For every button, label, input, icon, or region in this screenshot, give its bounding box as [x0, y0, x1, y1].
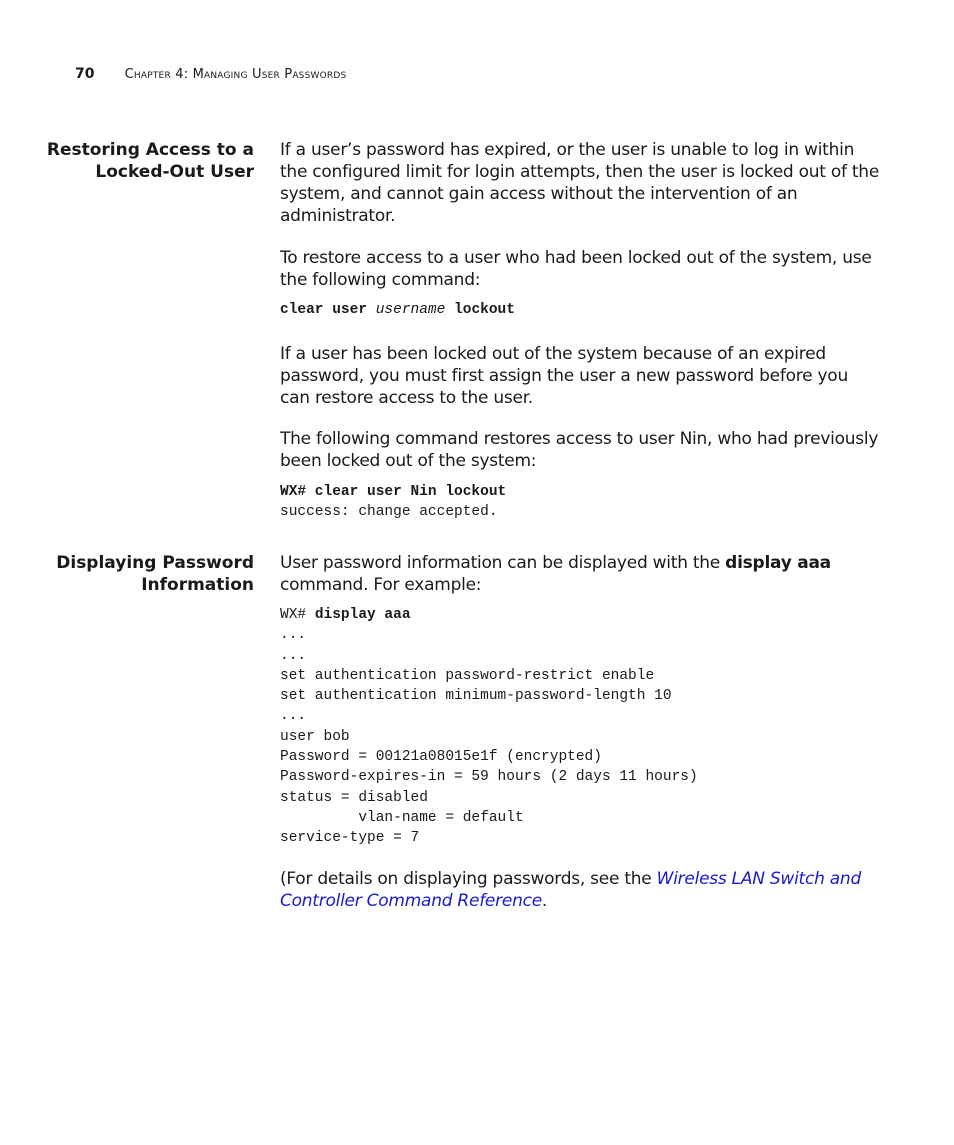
code-example-display-aaa	[280, 605, 698, 849]
paragraph-reference	[280, 868, 880, 912]
command-argument: username	[375, 302, 446, 318]
section-heading-line: Restoring Access to a	[46, 140, 254, 160]
command-keyword: clear user	[280, 302, 368, 318]
code-prompt: WX#	[280, 607, 315, 623]
running-header	[75, 66, 346, 82]
paragraph-lockout-intro: If a user’s password has expired, or the user is unable to log in within the configured limit for login attempts, then the user is locked out of the system, and cannot gain access without the intervention of an administrator.	[280, 140, 880, 226]
text-run: .	[541, 891, 548, 911]
section-heading-line: Locked-Out User	[95, 162, 254, 182]
section-heading-line: Displaying Password	[56, 553, 254, 573]
page-number: 70	[75, 66, 95, 82]
section-heading-line: Information	[141, 575, 254, 595]
command-syntax	[280, 300, 515, 320]
text-run: (For details on displaying passwords, see the	[280, 869, 657, 889]
code-output-line: success: change accepted.	[280, 504, 498, 521]
paragraph-expired-password: If a user has been locked out of the system because of an expired password, you must first assign the user a new password before you can restore access to the user.	[280, 344, 848, 408]
section-heading-restoring-access	[34, 139, 254, 183]
paragraph-example-intro: The following command restores access to user Nin, who had previously been locked out of the system:	[280, 429, 879, 471]
code-command-line: WX# clear user Nin lockout	[280, 484, 507, 500]
command-keyword: lockout	[454, 302, 515, 318]
text-run: command. For example:	[280, 575, 482, 595]
code-command-line	[280, 605, 698, 625]
code-output: ... ... set authentication password-restrict enable set authentication minimum-password-length 10 ... user bob Password = 00121a08015e1f (encrypted) Password-expires-in = 59 hours (2 days 11 hours) status = disabled vlan-name = default service-type = 7	[280, 627, 698, 847]
code-example-lockout	[280, 482, 506, 523]
code-command: display aaa	[314, 607, 411, 623]
text-run: User password information can be displayed with the	[280, 553, 726, 573]
reference-link[interactable]: Wireless LAN Switch and Controller Command Reference	[280, 869, 861, 911]
section-heading-displaying-password	[34, 552, 254, 596]
chapter-title: Chapter 4: Managing User Passwords	[124, 67, 347, 82]
paragraph-restore-access: To restore access to a user who had been locked out of the system, use the following command:	[280, 248, 872, 290]
paragraph-display-aaa	[280, 552, 880, 596]
command-name-inline: display aaa	[725, 553, 831, 573]
